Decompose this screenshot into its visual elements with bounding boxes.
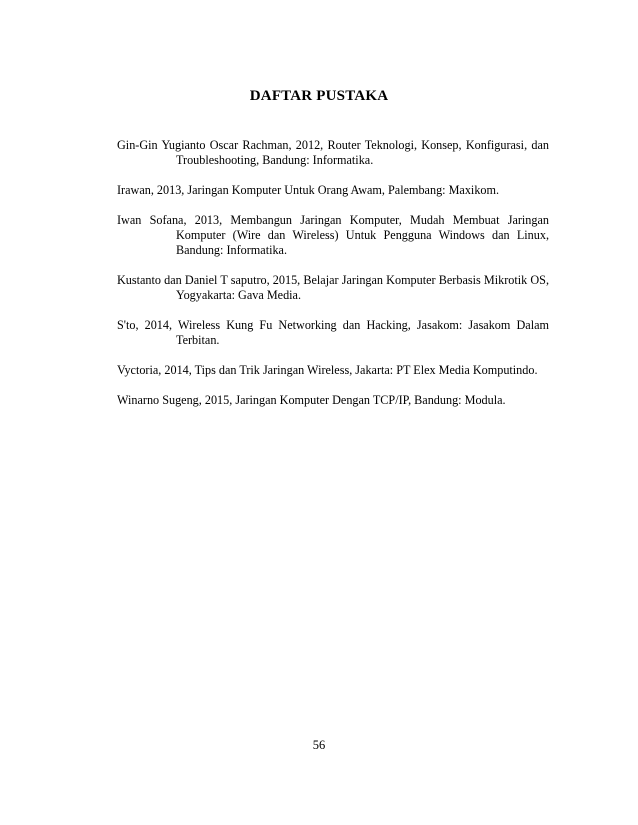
reference-item: S'to, 2014, Wireless Kung Fu Networking dan Hacking, Jasakom: Jasakom Dalam Terbitan. <box>117 318 549 347</box>
page-number: 56 <box>312 738 326 752</box>
page-title: DAFTAR PUSTAKA <box>249 88 389 104</box>
reference-item: Vyctoria, 2014, Tips dan Trik Jaringan Wireless, Jakarta: PT Elex Media Komputindo. <box>117 363 538 377</box>
reference-item: Iwan Sofana, 2013, Membangun Jaringan Komputer, Mudah Membuat Jaringan Komputer (Wire dan Wireless) Untuk Pengguna Windows dan Linux, Bandung: Informatika. <box>117 213 549 257</box>
reference-list <box>117 138 549 423</box>
reference-item: Kustanto dan Daniel T saputro, 2015, Belajar Jaringan Komputer Berbasis Mikrotik OS, Yogyakarta: Gava Media. <box>117 273 549 302</box>
reference-item: Irawan, 2013, Jaringan Komputer Untuk Orang Awam, Palembang: Maxikom. <box>117 183 500 197</box>
reference-item: Gin-Gin Yugianto Oscar Rachman, 2012, Router Teknologi, Konsep, Konfigurasi, dan Troubleshooting, Bandung: Informatika. <box>117 138 549 167</box>
reference-item: Winarno Sugeng, 2015, Jaringan Komputer Dengan TCP/IP, Bandung: Modula. <box>117 393 506 407</box>
